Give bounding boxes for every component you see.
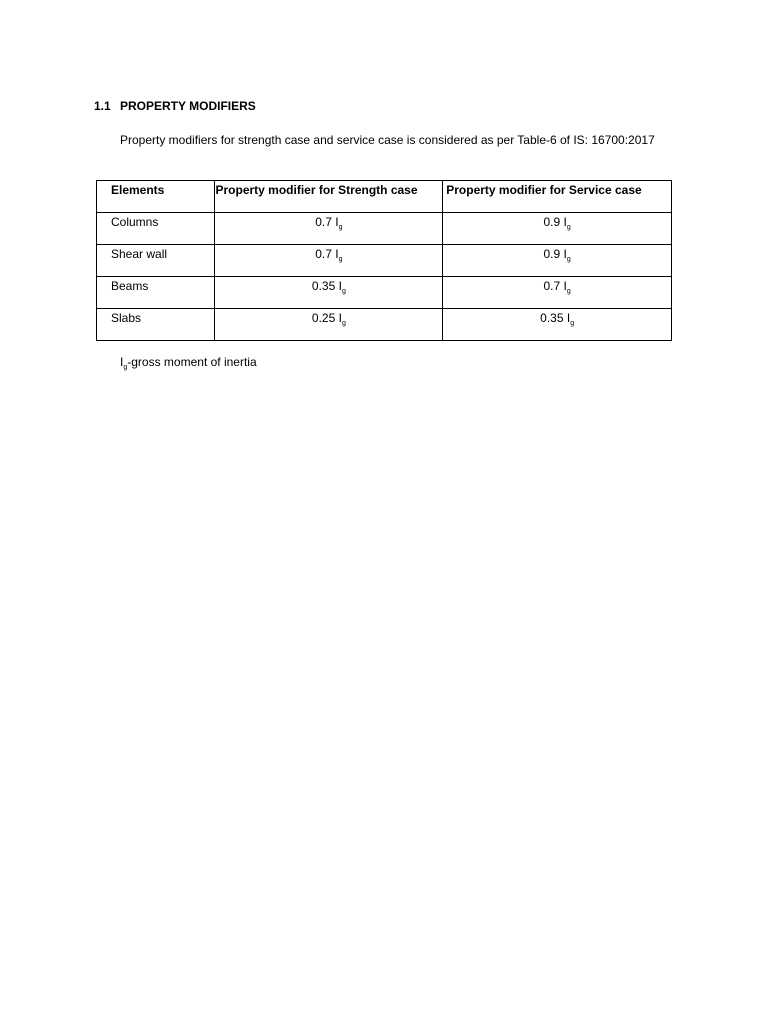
element-name: Shear wall [97,245,215,277]
element-name: Columns [97,213,215,245]
service-value: 0.35 $I_g$ [443,309,672,341]
strength-value: 0.7 $I_g$ [215,213,443,245]
strength-value: 0.35 $I_g$ [215,277,443,309]
section-heading [94,99,256,113]
intro-paragraph: Property modifiers for strength case and service case is considered as per Table-6 of IS: 16700:2017 [120,133,655,147]
header-service-case: Property modifier for Service case [443,181,672,213]
section-number: 1.1 [94,99,111,113]
property-modifiers-table [96,180,672,341]
service-value: 0.7 $I_g$ [443,277,672,309]
element-name: Beams [97,277,215,309]
footnote-text: -gross moment of inertia [127,355,257,369]
table-row [97,309,672,341]
strength-value: 0.25 $I_g$ [215,309,443,341]
footnote-symbol: I [120,355,124,369]
footnote-subscript: g [123,364,128,371]
table-row [97,213,672,245]
table-row [97,277,672,309]
footnote [120,355,257,369]
header-elements: Elements [97,181,215,213]
header-strength-case: Property modifier for Strength case [215,181,443,213]
table-row [97,245,672,277]
service-value: 0.9 $I_g$ [443,213,672,245]
element-name: Slabs [97,309,215,341]
section-title: PROPERTY MODIFIERS [120,99,256,113]
strength-value: 0.7 $I_g$ [215,245,443,277]
service-value: 0.9 $I_g$ [443,245,672,277]
table-header-row [97,181,672,213]
